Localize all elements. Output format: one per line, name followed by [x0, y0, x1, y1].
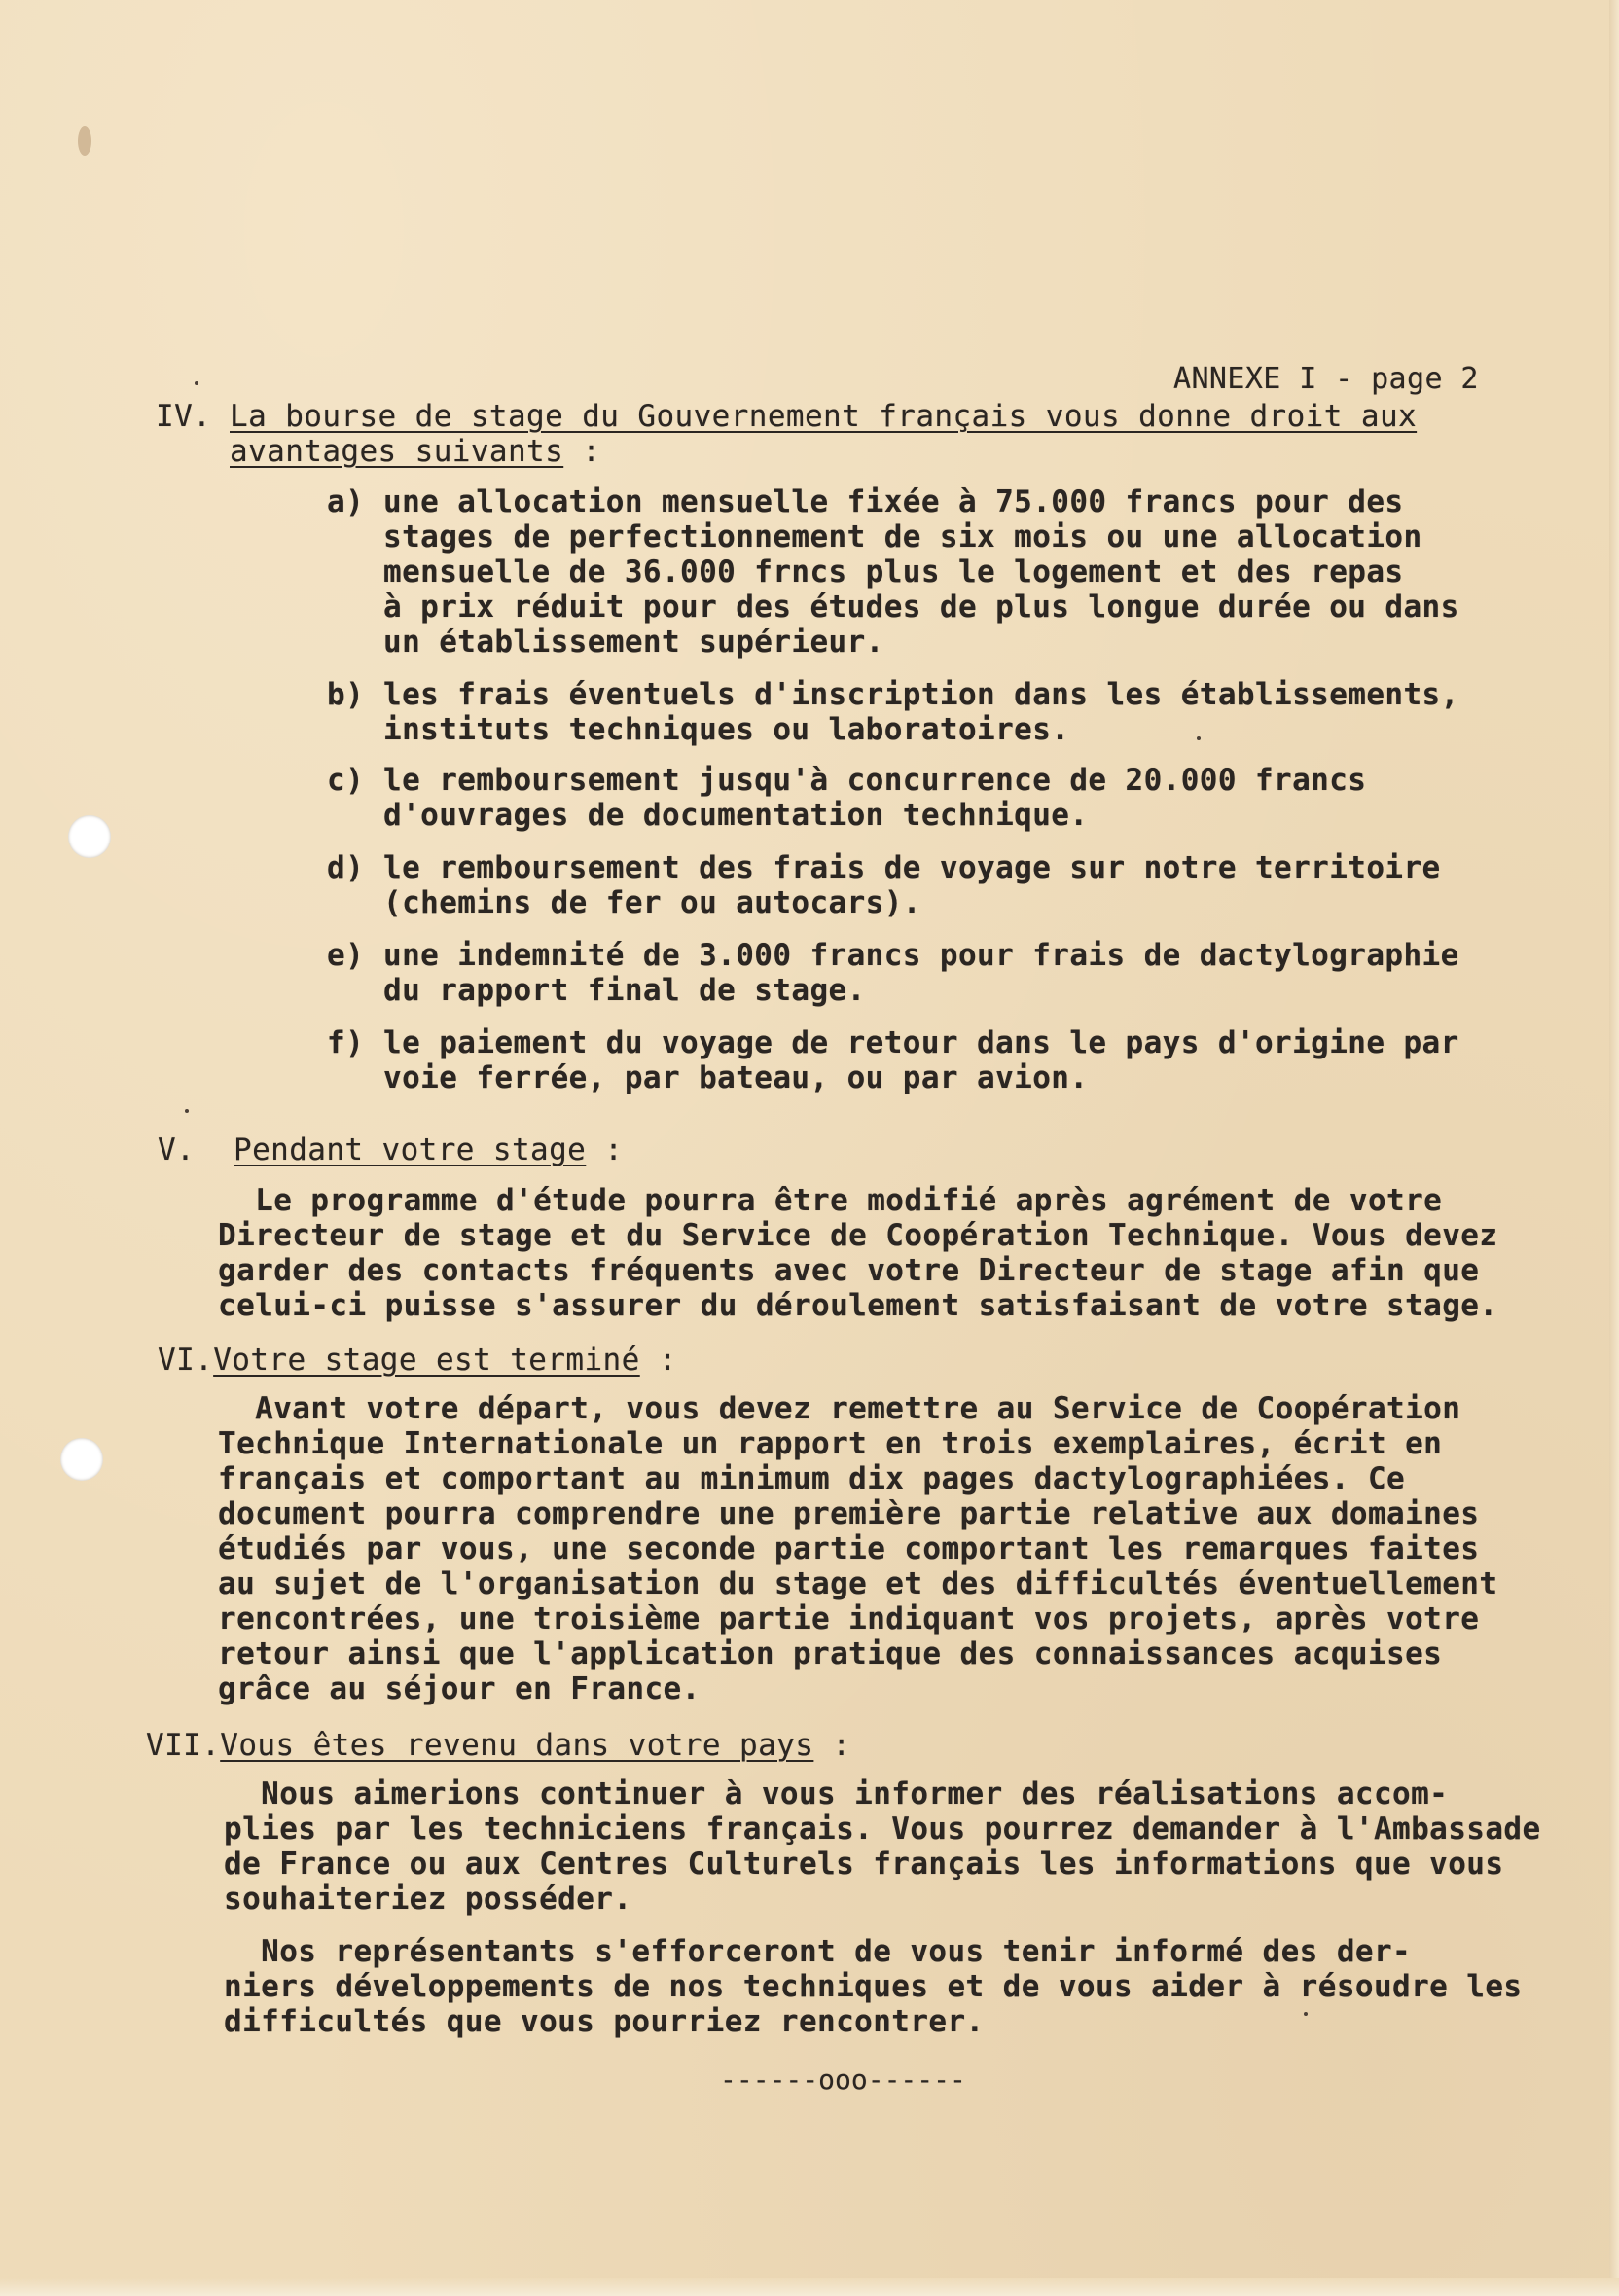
section-iv-heading-line2: avantages suivants [230, 434, 564, 469]
item-b-line1: les frais éventuels d'inscription dans les établissements, [383, 677, 1459, 712]
item-a-line1: une allocation mensuelle fixée à 75.000 francs pour des [383, 484, 1404, 520]
section-iv-heading-line1: La bourse de stage du Gouvernement français vous donne droit aux [230, 399, 1418, 434]
section-vi-heading: Votre stage est terminé [213, 1343, 640, 1378]
section-vi-line2: Technique Internationale un rapport en trois exemplaires, écrit en [218, 1426, 1443, 1461]
item-d-line1: le remboursement des frais de voyage sur notre territoire [383, 850, 1441, 885]
section-vii-heading: Vous êtes revenu dans votre pays [220, 1728, 814, 1763]
section-v-line4: celui-ci puisse s'assurer du déroulement satisfaisant de votre stage. [218, 1288, 1498, 1323]
section-vi-line7: rencontrées, une troisième partie indiquant vos projets, après votre [218, 1601, 1480, 1636]
section-vi-line4: document pourra comprendre une première partie relative aux domaines [218, 1496, 1480, 1531]
item-f-line2: voie ferrée, par bateau, ou par avion. [383, 1060, 1089, 1095]
section-vii-p2-line3: difficultés que vous pourriez rencontrer. [224, 2004, 985, 2039]
section-vii-p1-line2: plies par les techniciens français. Vous pourrez demander à l'Ambassade [224, 1812, 1541, 1847]
section-vii-p2-line2: niers développements de nos techniques et de vous aider à résoudre les [224, 1969, 1523, 2004]
item-b-line2: instituts techniques ou laboratoires. [383, 712, 1070, 747]
section-vii-heading-wrap [146, 1728, 850, 1763]
punch-hole-bottom [60, 1438, 103, 1481]
section-iv-heading-line2-wrap [230, 434, 600, 469]
section-v-number: V. [158, 1132, 196, 1167]
section-vi-line1: Avant votre départ, vous devez remettre au Service de Coopération [218, 1391, 1461, 1426]
ink-dot [1197, 736, 1201, 740]
section-vi-line6: au sujet de l'organisation du stage et des difficultés éventuellement [218, 1566, 1498, 1601]
item-a-line2: stages de perfectionnement de six mois ou une allocation [383, 520, 1422, 555]
item-e-line2: du rapport final de stage. [383, 973, 866, 1008]
section-iv-heading-colon: : [563, 434, 601, 469]
section-vii-p2-line1: Nos représentants s'efforceront de vous tenir informé des der- [224, 1934, 1412, 1969]
ink-dot [185, 1109, 189, 1113]
section-vii-number: VII. [146, 1728, 221, 1763]
item-a-line4: à prix réduit pour des études de plus longue durée ou dans [383, 590, 1459, 625]
item-c-line1: le remboursement jusqu'à concurrence de 20.000 francs [383, 763, 1367, 798]
annex-page-header: ANNEXE I - page 2 [1173, 362, 1479, 396]
section-v-line2: Directeur de stage et du Service de Coopération Technique. Vous devez [218, 1218, 1498, 1253]
section-vi-line9: grâce au séjour en France. [218, 1671, 701, 1706]
item-c-line2: d'ouvrages de documentation technique. [383, 798, 1089, 833]
item-f-line1: le paiement du voyage de retour dans le pays d'origine par [383, 1025, 1459, 1060]
paper-edge-right [1609, 0, 1619, 2296]
section-v-heading-wrap [234, 1132, 623, 1167]
section-v-line1: Le programme d'étude pourra être modifié après agrément de votre [218, 1183, 1443, 1218]
section-vi-heading-wrap [158, 1343, 677, 1378]
item-a-line3: mensuelle de 36.000 frncs plus le logement et des repas [383, 555, 1404, 590]
item-d-line2: (chemins de fer ou autocars). [383, 885, 921, 920]
ink-dot [1304, 2012, 1308, 2016]
section-vii-p1-line4: souhaiteriez posséder. [224, 1882, 632, 1917]
item-e-line1: une indemnité de 3.000 francs pour frais de dactylographie [383, 938, 1459, 973]
item-e-label: e) [327, 938, 365, 973]
section-v-line3: garder des contacts fréquents avec votre Directeur de stage afin que [218, 1253, 1480, 1288]
section-v-heading-colon: : [586, 1132, 624, 1167]
paper-edge-bottom [0, 2278, 1619, 2296]
section-v-heading: Pendant votre stage [234, 1132, 587, 1167]
item-f-label: f) [327, 1025, 365, 1060]
section-iv-number: IV. [156, 399, 212, 434]
item-b-label: b) [327, 677, 365, 712]
punch-hole-top [68, 815, 111, 858]
section-vii-p1-line3: de France ou aux Centres Culturels français les informations que vous [224, 1847, 1504, 1882]
section-vi-heading-colon: : [639, 1343, 677, 1378]
section-vi-line8: retour ainsi que l'application pratique des connaissances acquises [218, 1636, 1443, 1671]
item-c-label: c) [327, 763, 365, 798]
paper-stain [78, 126, 91, 156]
section-vi-number: VI. [158, 1343, 214, 1378]
section-vii-p1-line1: Nous aimerions continuer à vous informer des réalisations accom- [224, 1776, 1449, 1812]
item-a-label: a) [327, 484, 365, 520]
section-vii-heading-colon: : [813, 1728, 851, 1763]
ink-dot [195, 381, 198, 385]
section-vi-line3: français et comportant au minimum dix pages dactylographiées. Ce [218, 1461, 1406, 1496]
end-marker: ------ooo------ [720, 2063, 966, 2096]
item-a-line5: un établissement supérieur. [383, 625, 884, 660]
item-d-label: d) [327, 850, 365, 885]
section-vi-line5: étudiés par vous, une seconde partie comportant les remarques faites [218, 1531, 1480, 1566]
